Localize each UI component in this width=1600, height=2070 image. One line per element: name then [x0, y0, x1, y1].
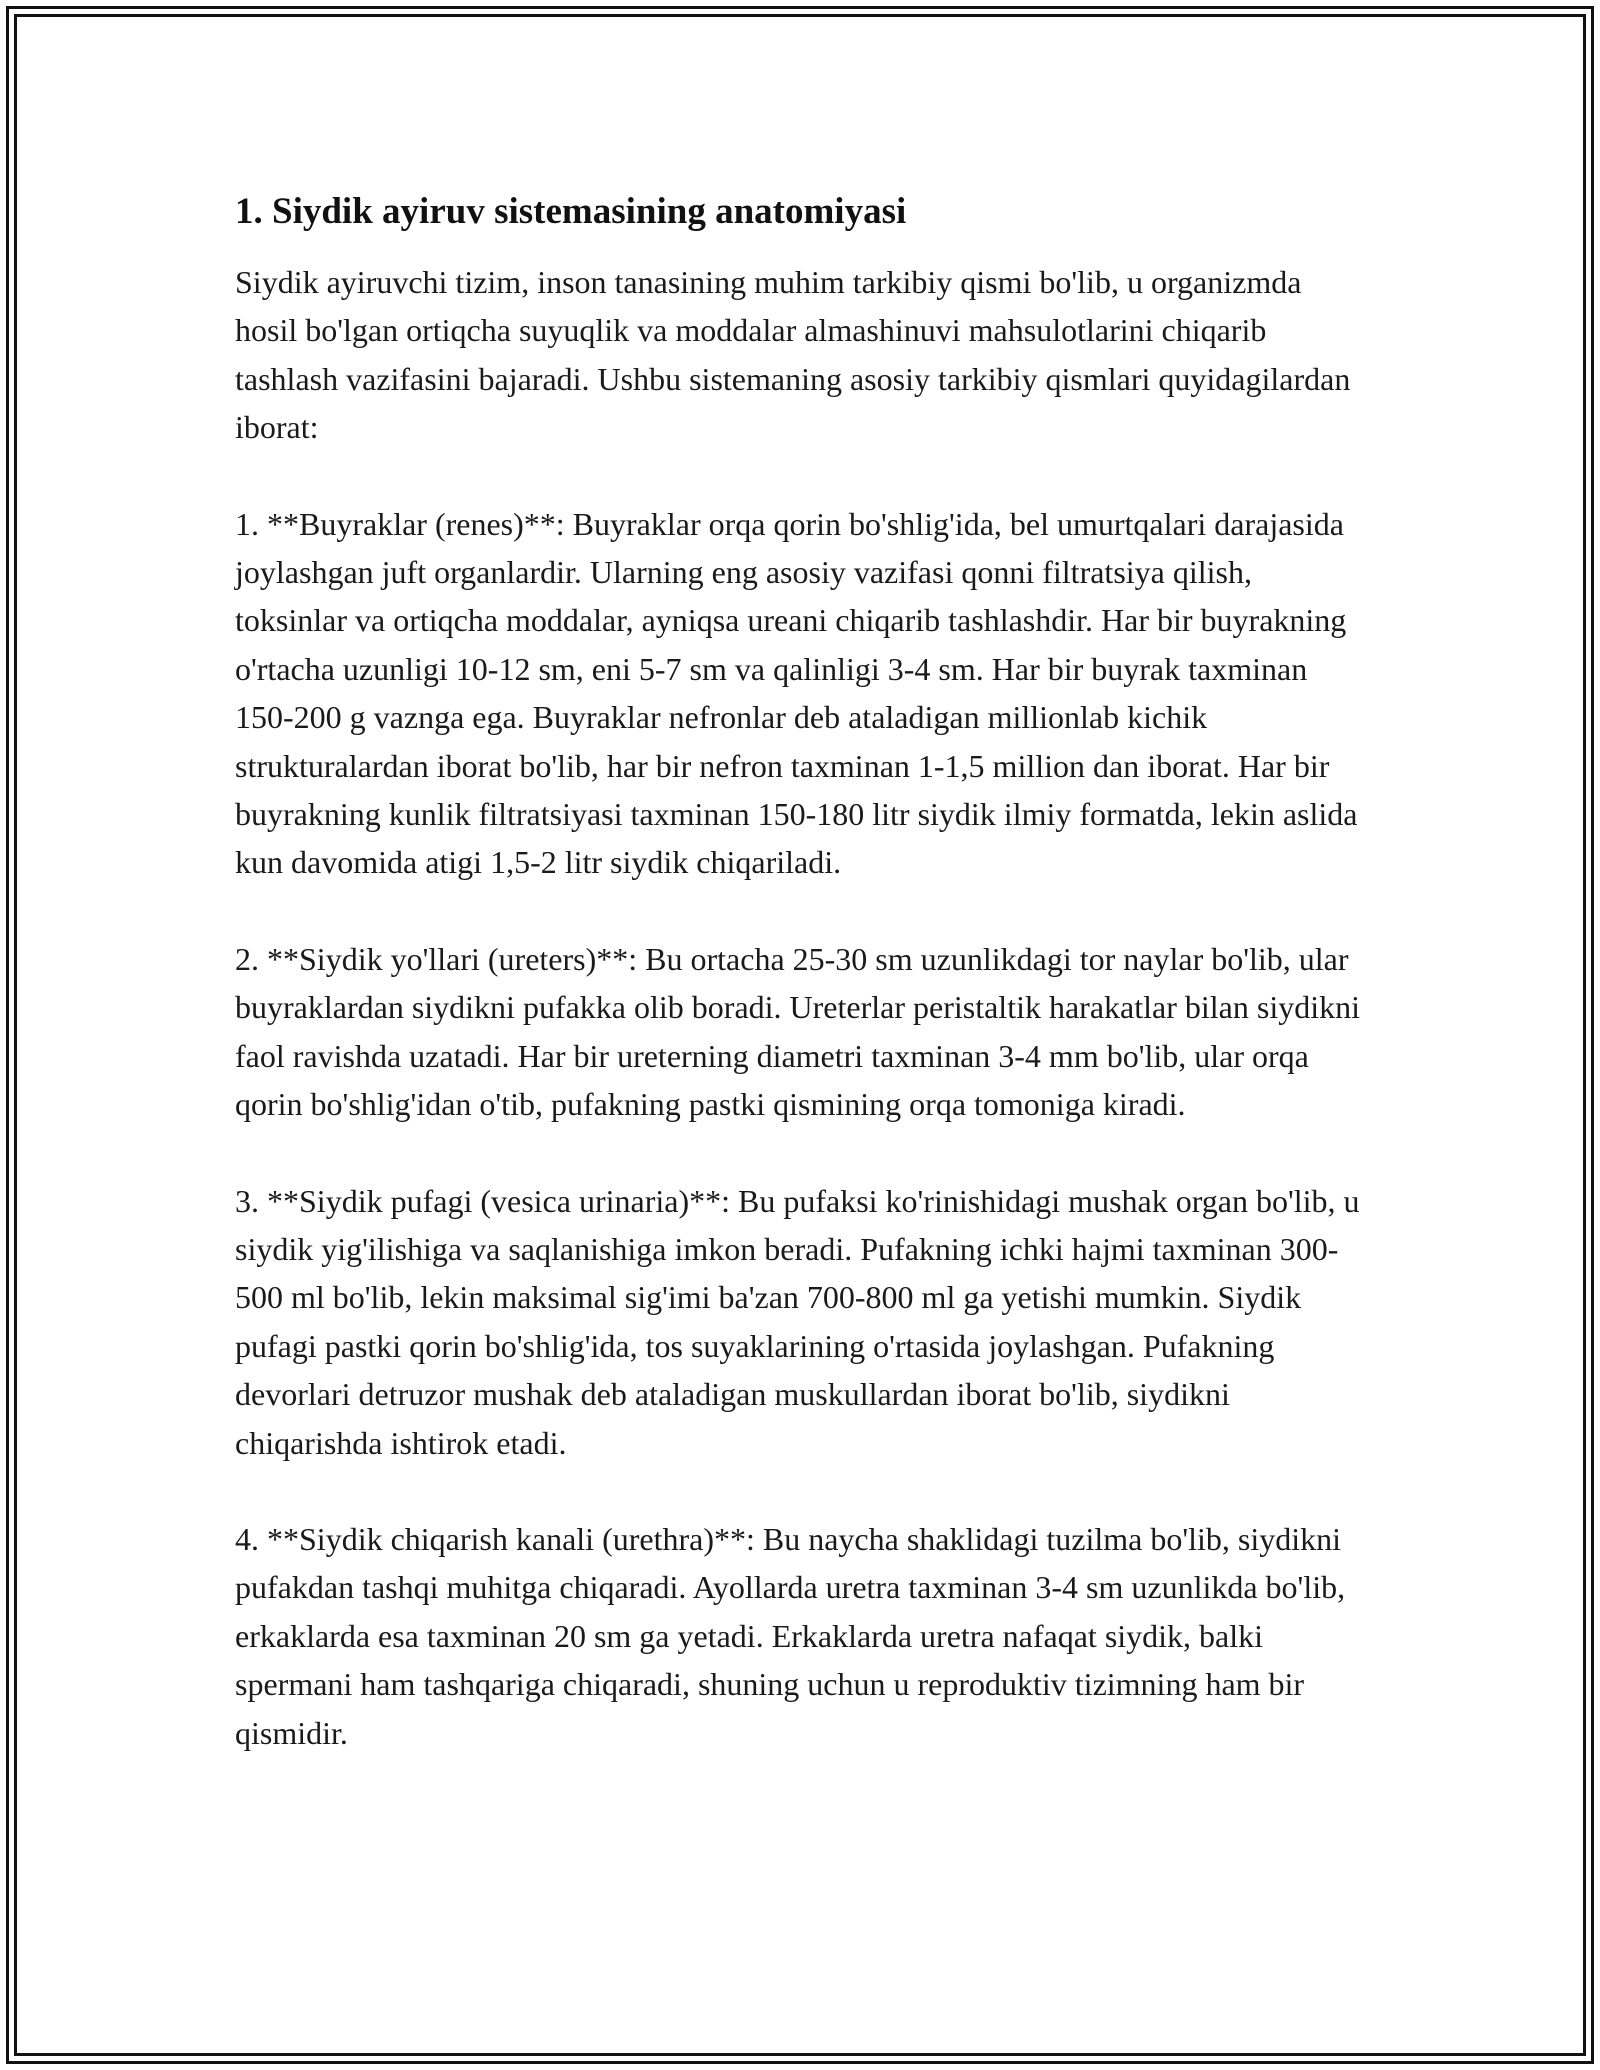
section-title: 1. Siydik ayiruv sistemasining anatomiyasi: [235, 191, 907, 232]
ureters-paragraph: 2. **Siydik yo'llari (ureters)**: Bu ortacha 25-30 sm uzunlikdagi tor naylar bo'lib, ular buyraklardan siydikni pufakka olib boradi. Ureterlar peristaltik harakatlar bilan siydikni faol ravishda uzatadi. Har bir ureterning diametri taxminan 3-4 mm bo'lib, ular orqa qorin bo'shlig'idan o'tib, pufakning pastki qismining orqa tomoniga kiradi.: [235, 940, 1360, 1123]
kidneys-paragraph: 1. **Buyraklar (renes)**: Buyraklar orqa qorin bo'shlig'ida, bel umurtqalari darajasida joylashgan juft organlardir. Ularning eng asosiy vazifasi qonni filtratsiya qilish, toksinlar va ortiqcha moddalar, ayniqsa ureani chiqarib tashlashdir. Har bir buyrakning o'rtacha uzunligi 10-12 sm, eni 5-7 sm va qalinligi 3-4 sm. Har bir buyrak taxminan 150-200 g vaznga ega. Buyraklar nefronlar deb ataladigan millionlab kichik strukturalardan iborat bo'lib, har bir nefron taxminan 1-1,5 million dan iborat. Har bir buyrakning kunlik filtratsiyasi taxminan 150-180 litr siydik ilmiy formatda, lekin aslida kun davomida atigi 1,5-2 litr siydik chiqariladi.: [235, 505, 1358, 881]
document-body: [235, 188, 1365, 1805]
bladder-paragraph: 3. **Siydik pufagi (vesica urinaria)**: Bu pufaksi ko'rinishidagi mushak organ bo'lib, u siydik yig'ilishiga va saqlanishiga imkon beradi. Pufakning ichki hajmi taxminan 300-500 ml bo'lib, lekin maksimal sig'imi ba'zan 700-800 ml ga yetishi mumkin. Siydik pufagi pastki qorin bo'shlig'ida, tos suyaklarining o'rtasida joylashgan. Pufakning devorlari detruzor mushak deb ataladigan muskullardan iborat bo'lib, siydikni chiqarishda ishtirok etadi.: [235, 1182, 1360, 1461]
intro-paragraph: Siydik ayiruvchi tizim, inson tanasining muhim tarkibiy qismi bo'lib, u organizmda hosil bo'lgan ortiqcha suyuqlik va moddalar almashinuvi mahsulotlarini chiqarib tashlash vazifasini bajaradi. Ushbu sistemaning asosiy tarkibiy qismlari quyidagilardan iborat:: [235, 264, 1351, 446]
urethra-paragraph: 4. **Siydik chiqarish kanali (urethra)**: Bu naycha shaklidagi tuzilma bo'lib, siydikni pufakdan tashqi muhitga chiqaradi. Ayollarda uretra taxminan 3-4 sm uzunlikda bo'lib, erkaklarda esa taxminan 20 sm ga yetadi. Erkaklarda uretra nafaqat siydik, balki spermani ham tashqariga chiqaradi, shuning uchun u reproduktiv tizimning ham bir qismidir.: [235, 1520, 1346, 1751]
